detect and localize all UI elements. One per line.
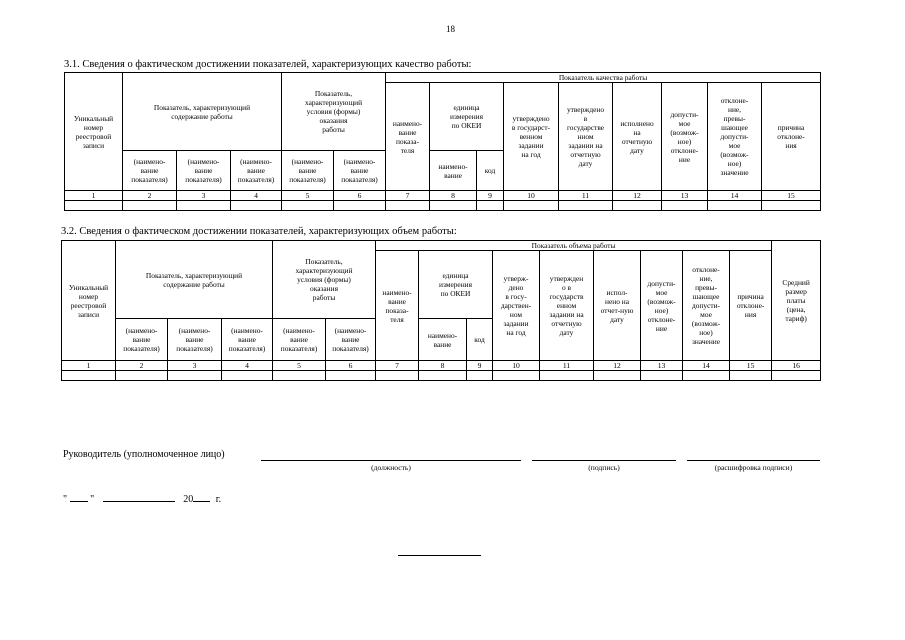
section-1-title: 3.1. Сведения о фактическом достижении показателей, характеризующих качество работы: xyxy=(64,59,472,70)
header-deviation-reason: причина отклоне- ния xyxy=(730,251,772,361)
header-approved-year: утверждено в государст- венном задании на год xyxy=(504,83,559,191)
table-cell[interactable] xyxy=(326,371,376,381)
subheader-indicator-name: (наимено- вание показателя) xyxy=(116,319,168,361)
header-indicator-name: наимено- вание показа- теля xyxy=(386,83,430,191)
column-number: 13 xyxy=(641,361,683,371)
subheader-indicator-name: (наимено- вание показателя) xyxy=(273,319,326,361)
column-number: 12 xyxy=(594,361,641,371)
day-field[interactable] xyxy=(70,492,88,502)
table-cell[interactable] xyxy=(662,201,708,211)
subheader-indicator-name: (наимено- вание показателя) xyxy=(282,151,334,191)
column-number: 7 xyxy=(376,361,419,371)
header-excess-deviation: отклоне- ние, превы- шающее допусти- мое (возмож- ное) значение xyxy=(708,83,762,191)
header-content-indicator: Показатель, характеризующий содержание работы xyxy=(123,73,282,151)
table-cell[interactable] xyxy=(168,371,222,381)
column-number: 2 xyxy=(123,191,177,201)
name-decoding-field-line[interactable] xyxy=(687,460,820,461)
signatory-label: Руководитель (уполномоченное лицо) xyxy=(63,449,225,460)
column-number: 10 xyxy=(504,191,559,201)
table-cell[interactable] xyxy=(334,201,386,211)
column-number: 11 xyxy=(540,361,594,371)
column-number: 6 xyxy=(334,191,386,201)
year-field[interactable] xyxy=(193,492,210,502)
column-number: 14 xyxy=(683,361,730,371)
month-field[interactable] xyxy=(103,492,175,502)
header-volume-group: Показатель объема работы xyxy=(376,241,772,251)
header-executed: исполнено на отчетную дату xyxy=(613,83,662,191)
column-number: 3 xyxy=(177,191,231,201)
header-unit-okei: единица измерения по ОКЕИ xyxy=(419,251,493,319)
header-unit-okei: единица измерения по ОКЕИ xyxy=(430,83,504,151)
column-number: 4 xyxy=(231,191,282,201)
table-cell[interactable] xyxy=(683,371,730,381)
column-number: 4 xyxy=(222,361,273,371)
column-number: 8 xyxy=(419,361,467,371)
column-number: 9 xyxy=(467,361,493,371)
column-number: 16 xyxy=(772,361,821,371)
footnote-separator xyxy=(398,555,481,556)
header-unit-code: код xyxy=(477,151,504,191)
table-cell[interactable] xyxy=(477,201,504,211)
column-number: 15 xyxy=(730,361,772,371)
table-cell[interactable] xyxy=(467,371,493,381)
header-unit-name: наимено- вание xyxy=(430,151,477,191)
column-number: 13 xyxy=(662,191,708,201)
column-number: 10 xyxy=(493,361,540,371)
table-cell[interactable] xyxy=(222,371,273,381)
subheader-indicator-name: (наимено- вание показателя) xyxy=(334,151,386,191)
header-approved-year: утверж- дено в госу- дарствен- ном задании на год xyxy=(493,251,540,361)
volume-table xyxy=(61,240,821,381)
header-indicator-name: наимено- вание показа- теля xyxy=(376,251,419,361)
subheader-indicator-name: (наимено- вание показателя) xyxy=(168,319,222,361)
table-cell[interactable] xyxy=(116,371,168,381)
table-cell[interactable] xyxy=(177,201,231,211)
table-cell[interactable] xyxy=(273,371,326,381)
header-allowed-deviation: допусти- мое (возмож- ное) отклоне- ние xyxy=(641,251,683,361)
section-2-title: 3.2. Сведения о фактическом достижении показателей, характеризующих объем работы: xyxy=(61,226,457,237)
column-number: 1 xyxy=(65,191,123,201)
column-number: 9 xyxy=(477,191,504,201)
table-cell[interactable] xyxy=(730,371,772,381)
table-cell[interactable] xyxy=(376,371,419,381)
header-approved-date: утвержден о в государств енном задании на отчетную дату xyxy=(540,251,594,361)
column-number: 12 xyxy=(613,191,662,201)
position-caption: (должность) xyxy=(371,463,411,472)
table-cell[interactable] xyxy=(65,201,123,211)
column-number-row xyxy=(62,361,821,371)
signature-caption: (подпись) xyxy=(588,463,620,472)
header-unique-number: Уникальный номер реестровой записи xyxy=(65,73,123,191)
table-cell[interactable] xyxy=(641,371,683,381)
date-line xyxy=(63,492,221,505)
table-cell[interactable] xyxy=(493,371,540,381)
table-cell[interactable] xyxy=(613,201,662,211)
empty-data-row xyxy=(62,371,821,381)
column-number: 5 xyxy=(273,361,326,371)
header-unique-number: Уникальный номер реестровой записи xyxy=(62,241,116,361)
table-cell[interactable] xyxy=(762,201,821,211)
signature-field-line[interactable] xyxy=(532,460,676,461)
column-number: 8 xyxy=(430,191,477,201)
table-cell[interactable] xyxy=(540,371,594,381)
column-number: 2 xyxy=(116,361,168,371)
subheader-indicator-name: (наимено- вание показателя) xyxy=(222,319,273,361)
quality-table xyxy=(64,72,821,211)
table-cell[interactable] xyxy=(231,201,282,211)
column-number: 7 xyxy=(386,191,430,201)
header-excess-deviation: отклоне- ние, превы- шающее допусти- мое (возмож- ное) значение xyxy=(683,251,730,361)
subheader-indicator-name: (наимено- вание показателя) xyxy=(177,151,231,191)
subheader-indicator-name: (наимено- вание показателя) xyxy=(231,151,282,191)
column-number-row xyxy=(65,191,821,201)
subheader-indicator-name: (наимено- вание показателя) xyxy=(123,151,177,191)
column-number: 11 xyxy=(559,191,613,201)
year-suffix: г. xyxy=(215,494,222,505)
table-cell[interactable] xyxy=(62,371,116,381)
table-cell[interactable] xyxy=(504,201,559,211)
header-conditions-indicator: Показатель, характеризующий условия (формы) оказания работы xyxy=(273,241,376,319)
header-average-fee: Средний размер платы (цена, тариф) xyxy=(772,241,821,361)
page-number: 18 xyxy=(446,24,455,34)
table-cell[interactable] xyxy=(772,371,821,381)
column-number: 14 xyxy=(708,191,762,201)
table-cell[interactable] xyxy=(386,201,430,211)
header-deviation-reason: причина отклоне- ния xyxy=(762,83,821,191)
empty-data-row xyxy=(65,201,821,211)
header-approved-date: утверждено в государстве нном задании на отчетную дату xyxy=(559,83,613,191)
table-cell[interactable] xyxy=(123,201,177,211)
header-allowed-deviation: допусти- мое (возмож- ное) отклоне- ние xyxy=(662,83,708,191)
column-number: 1 xyxy=(62,361,116,371)
open-quote: " xyxy=(63,494,68,505)
name-decoding-caption: (расшифровка подписи) xyxy=(714,463,793,472)
header-conditions-indicator: Показатель, характеризующий условия (формы) оказания работы xyxy=(282,73,386,151)
position-field-line[interactable] xyxy=(261,460,521,461)
column-number: 3 xyxy=(168,361,222,371)
table-cell[interactable] xyxy=(559,201,613,211)
subheader-indicator-name: (наимено- вание показателя) xyxy=(326,319,376,361)
table-cell[interactable] xyxy=(282,201,334,211)
header-unit-code: код xyxy=(467,319,493,361)
table-cell[interactable] xyxy=(594,371,641,381)
year-prefix: 20 xyxy=(183,494,194,505)
table-cell[interactable] xyxy=(419,371,467,381)
table-cell[interactable] xyxy=(708,201,762,211)
header-content-indicator: Показатель, характеризующий содержание работы xyxy=(116,241,273,319)
header-quality-group: Показатель качества работы xyxy=(386,73,821,83)
column-number: 6 xyxy=(326,361,376,371)
column-number: 15 xyxy=(762,191,821,201)
close-quote: " xyxy=(90,494,95,505)
header-executed: испол- нено на отчет-ную дату xyxy=(594,251,641,361)
header-unit-name: наимено- вание xyxy=(419,319,467,361)
column-number: 5 xyxy=(282,191,334,201)
table-cell[interactable] xyxy=(430,201,477,211)
